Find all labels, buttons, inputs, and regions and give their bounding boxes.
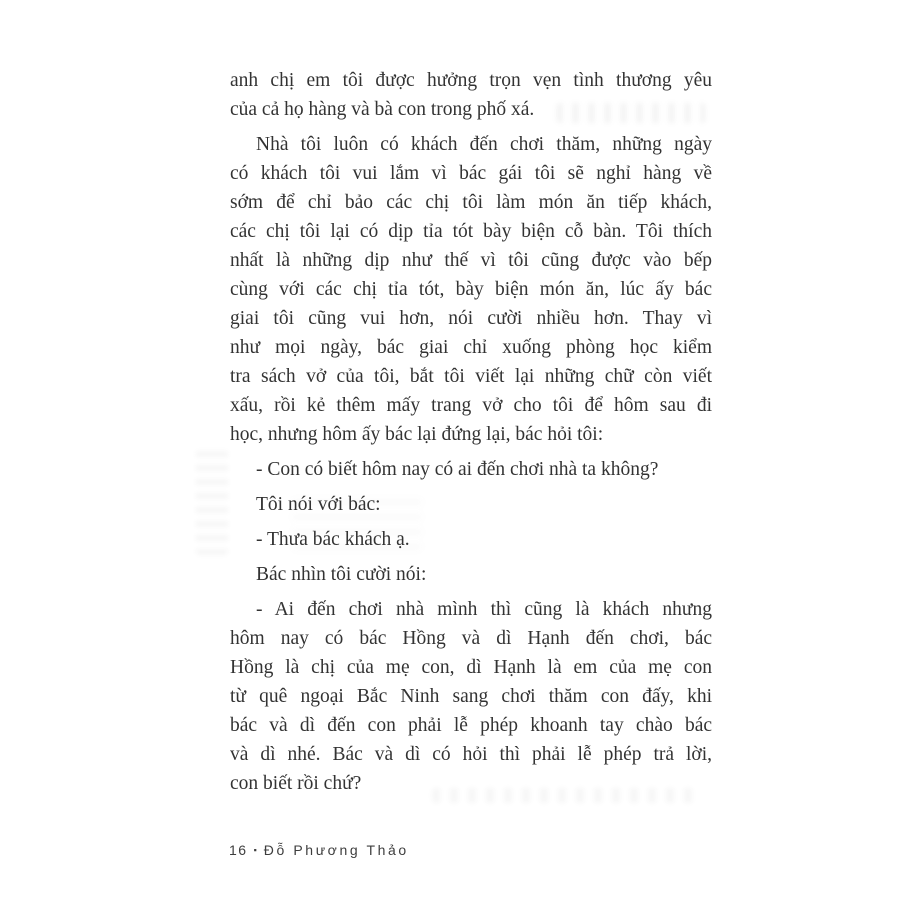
text-line: tra sách vở của tôi, bắt tôi viết lại những chữ còn viết: [230, 366, 712, 387]
body-text: [230, 66, 712, 798]
text-line: như mọi ngày, bác giai chỉ xuống phòng học kiểm: [230, 337, 712, 358]
footer-separator-icon: ▪: [253, 844, 257, 855]
page-number: 16: [229, 842, 248, 858]
author-name: Đỗ Phương Thảo: [263, 842, 409, 858]
text-line: các chị tôi lại có dịp tỉa tót bày biện cỗ bàn. Tôi thích: [230, 221, 712, 242]
page-footer: [229, 842, 409, 858]
text-line: xấu, rồi kẻ thêm mấy trang vở cho tôi để hôm sau đi: [230, 395, 712, 416]
text-line: - Con có biết hôm nay có ai đến chơi nhà ta không?: [256, 459, 659, 480]
text-line: Nhà tôi luôn có khách đến chơi thăm, những ngày: [256, 134, 712, 155]
text-line: từ quê ngoại Bắc Ninh sang chơi thăm con đấy, khi: [230, 686, 712, 707]
text-line: Bác nhìn tôi cười nói:: [256, 564, 427, 585]
text-line: giai tôi cũng vui hơn, nói cười nhiều hơn. Thay vì: [230, 308, 712, 329]
text-line: anh chị em tôi được hưởng trọn vẹn tình thương yêu: [230, 70, 712, 91]
text-line: bác và dì đến con phải lễ phép khoanh tay chào bác: [230, 715, 712, 736]
text-line: có khách tôi vui lắm vì bác gái tôi sẽ nghỉ hàng về: [230, 163, 712, 184]
text-line: cùng với các chị tỉa tót, bày biện món ăn, lúc ấy bác: [230, 279, 712, 300]
text-line: nhất là những dịp như thế vì tôi cũng được vào bếp: [230, 250, 712, 271]
text-line: sớm để chỉ bảo các chị tôi làm món ăn tiếp khách,: [230, 192, 712, 213]
text-line: học, nhưng hôm ấy bác lại đứng lại, bác hỏi tôi:: [230, 424, 604, 445]
text-line: Tôi nói với bác:: [256, 494, 381, 515]
text-line: - Thưa bác khách ạ.: [256, 529, 410, 550]
scan-artifact: [196, 450, 228, 555]
text-line: Hồng là chị của mẹ con, dì Hạnh là em của mẹ con: [230, 657, 712, 678]
text-line: - Ai đến chơi nhà mình thì cũng là khách nhưng: [256, 599, 712, 620]
text-line: hôm nay có bác Hồng và dì Hạnh đến chơi, bác: [230, 628, 712, 649]
text-line: con biết rồi chứ?: [230, 773, 362, 794]
text-line: và dì nhé. Bác và dì có hỏi thì phải lễ phép trả lời,: [230, 744, 712, 765]
text-line: của cả họ hàng và bà con trong phố xá.: [230, 99, 535, 120]
